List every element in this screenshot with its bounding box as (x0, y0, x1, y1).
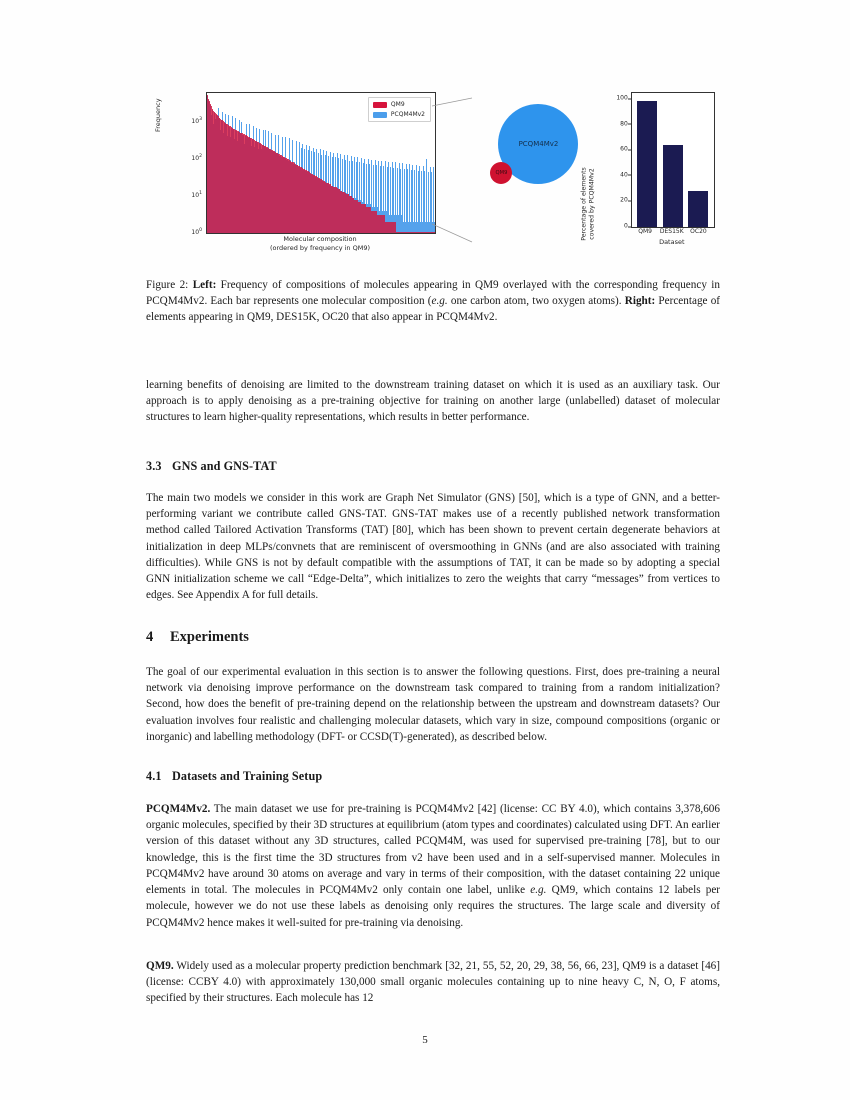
barchart-y-tick: 60 (620, 145, 628, 153)
coverage-bar-chart (580, 92, 720, 252)
pcqm4mv2-italic-eg: e.g. (530, 884, 547, 897)
barchart-bar (663, 145, 683, 227)
barchart-x-ticks (631, 228, 713, 235)
histogram-x-axis-label-line2: (ordered by frequency in QM9) (269, 243, 370, 252)
heading-4-1-number: 4.1 (146, 769, 162, 783)
barchart-y-tick: 80 (620, 120, 628, 128)
histogram-y-ticks (183, 92, 205, 236)
histogram-x-axis-label (206, 235, 434, 253)
histogram-legend (368, 97, 431, 122)
figure-caption-part3: Percentage of elements appearing in QM9, DES15K, OC20 that also appear in PCQM4Mv2. (146, 294, 721, 323)
barchart-y-tick: 100 (616, 94, 628, 102)
barchart-y-tick: 20 (620, 196, 628, 204)
paragraph-denoising-benefits: learning benefits of denoising are limited to the downstream training dataset on which it is used as an auxiliary task. Our approach is to apply denoising as a pre-training objective for training on another large (unlabelled) dataset of molecular structures to learn higher-quality representations, which results in better performance. (146, 379, 720, 424)
barchart-bars (632, 93, 714, 227)
legend-item (373, 101, 425, 108)
histogram-y-tick: $10^2$ (191, 153, 202, 162)
legend-swatch (373, 102, 387, 108)
histogram-y-axis-label: Frequency (154, 98, 162, 132)
barchart-y-ticks (609, 92, 631, 230)
heading-4-title: Experiments (170, 629, 249, 645)
legend-item (373, 111, 425, 118)
barchart-bar (637, 101, 657, 227)
pcqm4mv2-text-part2: QM9, which contains 12 labels per molecule, however we do not use these labels as denoising only requires the structures. The large scale and diversity of PCQM4Mv2 hence makes it well-suited for pre-training via denoising. (146, 884, 721, 929)
venn-diagram (480, 92, 584, 252)
qm9-text: Widely used as a molecular property prediction benchmark [32, 21, 55, 52, 20, 29, 38, 56, 66, 23], QM9 is a dataset [46] (license: CCBY 4.0) with approximately 130,000 small organic molecules containing up to nine heavy C, N, O, F atoms, specified by their structures. Each molecule has 12 (146, 960, 720, 1005)
barchart-x-tick: QM9 (638, 228, 652, 235)
histogram-panel (154, 92, 432, 252)
barchart-y-tick: 0 (623, 222, 628, 230)
connector-svg (432, 92, 480, 252)
paragraph-qm9 (146, 958, 720, 1007)
figure-caption-italic-eg: e.g. (431, 294, 448, 307)
heading-3-3-title: GNS and GNS-TAT (172, 459, 277, 473)
figure-caption-part2: one carbon atom, two oxygen atoms). (447, 294, 625, 307)
heading-3-3 (146, 459, 720, 474)
figure-caption-left-tag: Left: (192, 279, 217, 291)
barchart-y-axis-label (580, 167, 597, 240)
heading-4-experiments (146, 629, 720, 646)
legend-label: QM9 (390, 101, 405, 108)
figure-caption-part1: Frequency of compositions of molecules appearing in QM9 overlayed with the corresponding frequency in PCQM4Mv2. Each bar represents one molecular composition ( (146, 279, 720, 307)
barchart-bar (688, 191, 708, 227)
heading-4-1-title: Datasets and Training Setup (172, 769, 323, 783)
venn-label-qm9: QM9 (495, 170, 508, 176)
heading-4-number: 4 (146, 629, 154, 645)
histogram-y-tick: $10^1$ (191, 190, 202, 199)
figure-2 (146, 92, 720, 267)
legend-label: PCQM4Mv2 (390, 111, 425, 118)
figure-caption-right-tag: Right: (624, 294, 656, 307)
pcqm4mv2-text-part1: The main dataset we use for pre-training is PCQM4Mv2 [42] (license: CC BY 4.0), which contains 3,378,606 organic molecules, specified by their 3D structures at equilibrium (atom types and coordinates) calculated using DFT. An earlier version of this dataset without any 3D structures, called PCQM4M, was used for supervised pre-training [78], but to our knowledge, this is the first time the 3D structures from v2 have been used and in a self-supervised manner. Molecules in PCQM4Mv2 have around 30 atoms on average and vary in terms of their composition, with the dataset containing 22 unique elements in total. The molecules in PCQM4Mv2 only contain one label, unlike (146, 803, 721, 897)
histogram-x-axis-label-line1: Molecular composition (283, 235, 357, 243)
barchart-x-tick: DES15K (659, 228, 684, 235)
barchart-plot-area (631, 92, 715, 228)
figure-caption (146, 278, 720, 326)
zoom-connector-lines (432, 92, 480, 252)
barchart-x-axis-label: Dataset (659, 238, 685, 246)
qm9-heading: QM9. (146, 960, 174, 972)
barchart-y-axis-label-line1: Percentage of elements (580, 167, 588, 241)
histogram-plot-area (206, 92, 436, 234)
barchart-x-tick: OC20 (690, 228, 707, 235)
venn-label-pcqm4mv2: PCQM4Mv2 (518, 140, 559, 148)
heading-4-1 (146, 769, 720, 784)
histogram-y-tick: $10^3$ (191, 116, 202, 125)
barchart-y-axis-label-line2: covered by PCQM4Mv2 (588, 168, 596, 240)
paragraph-gns-models: The main two models we consider in this work are Graph Net Simulator (GNS) [50], which is a type of GNN, and a better-performing variant we contribute called GNS-TAT. GNS-TAT makes use of a recently published network transformation method called Tailored Activation Transforms (TAT) [80], which has been shown to prevent certain degenerate behaviors at initialization in deep MLPs/convnets that are reminiscent of oversmoothing in GNNs (and are also associated with training difficulties). While GNS is not by default compatible with the assumptions of TAT, it can be made so by adopting a special GNN initialization scheme we call “Edge-Delta”, which initializes to zero the weights that carry “messages” from vertices to edges. See Appendix A for full details. (146, 492, 720, 602)
heading-3-3-number: 3.3 (146, 459, 162, 473)
page-number: 5 (422, 1034, 428, 1046)
figure-caption-prefix: Figure 2: (146, 279, 189, 291)
legend-swatch (373, 112, 387, 118)
histogram-y-tick: $10^0$ (191, 228, 202, 236)
paragraph-pcqm4mv2 (146, 801, 720, 931)
barchart-y-tick: 40 (620, 171, 628, 179)
paragraph-experiments-goal: The goal of our experimental evaluation in this section is to answer the following questions. First, does pre-training a neural network via denoising improve performance on the downstream task compared to training from a random initialization? Second, how does the benefit of pre-training depend on the relationship between the upstream and downstream datasets? Our evaluation involves four realistic and challenging molecular datasets, which vary in size, compound compositions (organic or inorganic) and labelling methodology (DFT- or CCSD(T)-generated), as described below. (146, 666, 720, 743)
pcqm4mv2-heading: PCQM4Mv2. (146, 803, 211, 815)
venn-circle-qm9 (490, 162, 512, 184)
